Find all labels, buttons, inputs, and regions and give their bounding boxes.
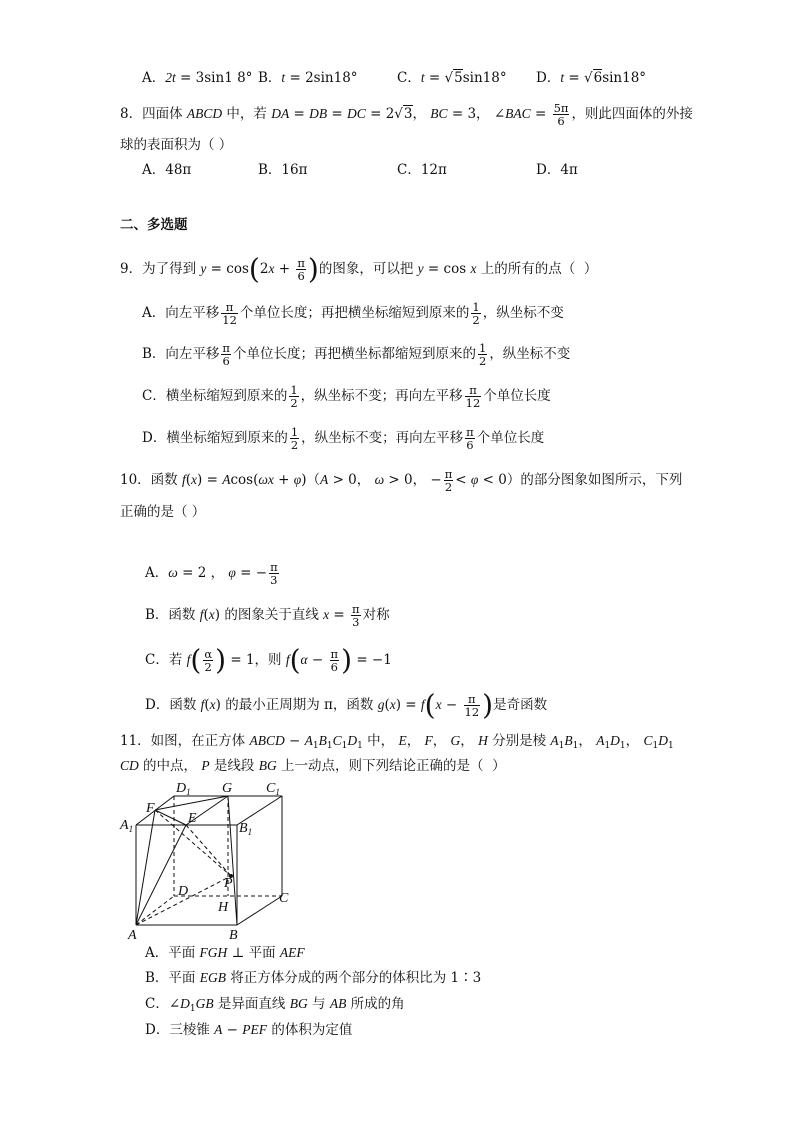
q8-option-c: C．12π xyxy=(397,162,447,178)
q7-option-b: B．t = 2sin18° xyxy=(258,70,358,86)
label-b: B xyxy=(229,928,238,942)
label-c1: $C_1$ xyxy=(266,781,280,797)
q7-option-d: D．t = √6sin18° xyxy=(536,70,647,86)
label-g: G xyxy=(222,781,233,796)
label-d1: $D_1$ xyxy=(176,781,191,797)
label-p: P xyxy=(224,876,233,891)
q8-stem: 8．四面体 ABCD 中，若 DA = DB = DC = 2√3， BC = 3， ∠BAC = $\frac{5\pi}{6}$ ，则此四面体的外接 xyxy=(120,101,693,128)
q8-option-a: A．48π xyxy=(142,162,192,178)
q10-stem: 10．函数 f(x) = Acos(ωx + φ)（A > 0， ω > 0， − $\frac{\pi}{2}$ < φ < 0）的部分图象如图所示，下列 xyxy=(120,467,683,494)
q10-option-b: B．函数 f(x) 的图象关于直线 x = $\frac{\pi}{3}$ 对称 xyxy=(145,602,390,629)
q9-option-a: A．向左平移 $\frac{\pi}{12}$ 个单位长度；再把横坐标缩短到原来的 $\frac{1}{2}$ ，纵坐标不变 xyxy=(142,300,564,327)
label-e: E xyxy=(188,811,197,826)
q9-option-b: B．向左平移 $\frac{\pi}{6}$ 个单位长度；再把横坐标都缩短到原来的 $\frac{1}{2}$ ，纵坐标不变 xyxy=(142,341,571,368)
q9-stem: 9．为了得到 y = cos(2x + $\frac{\pi}{6}$ )的图象，可以把 y = cos x 上的所有的点（ ） xyxy=(120,252,598,286)
section-title: 二、多选题 xyxy=(120,217,188,233)
label-c: C xyxy=(279,891,289,906)
q10-option-a: A．ω = 2 ， φ = − $\frac{\pi}{3}$ xyxy=(145,560,278,587)
q11-option-d: D．三棱锥 A − PEF 的体积为定值 xyxy=(145,1022,353,1038)
label-a: A xyxy=(128,928,137,942)
q11-option-b: B．平面 EGB 将正方体分成的两个部分的体积比为 1∶3 xyxy=(145,970,482,986)
q8-stem-cont: 球的表面积为（ ） xyxy=(120,137,233,153)
q9-option-c: C．横坐标缩短到原来的 $\frac{1}{2}$ ，纵坐标不变；再向左平移 $\frac{\pi}{12}$ 个单位长度 xyxy=(142,383,551,410)
label-f: F xyxy=(146,801,155,816)
label-a1: $A_1$ xyxy=(120,818,134,834)
cube-figure xyxy=(118,780,303,942)
q11-stem: 11．如图，在正方体 ABCD − $A_1B_1C_1D_1$ 中， E， F， G， H 分别是棱 $A_1B_1$， $A_1D_1$， $C_1D_1$ xyxy=(120,733,674,751)
q11-option-a: A．平面 FGH ⊥ 平面 AEF xyxy=(145,945,305,961)
label-h: H xyxy=(218,900,229,915)
q10-option-c: C．若 f( $\frac{\alpha}{2}$ ) = 1，则 f(α − $\frac{\pi}{6}$ ) = −1 xyxy=(145,643,392,677)
q11-option-c: C．$\angle D_1GB$ 是异面直线 BG 与 AB 所成的角 xyxy=(145,996,405,1014)
q8-option-b: B．16π xyxy=(258,162,308,178)
label-d: D xyxy=(178,884,189,899)
q10-option-d: D．函数 f(x) 的最小正周期为 π，函数 g(x) = f(x − $\frac{\pi}{12}$ )是奇函数 xyxy=(145,688,548,722)
label-b1: $B_1$ xyxy=(239,821,253,837)
q11-stem-cont: CD 的中点， P 是线段 BG 上一动点，则下列结论正确的是（ ） xyxy=(120,758,506,774)
q10-stem-cont: 正确的是（ ） xyxy=(120,504,206,520)
q9-option-d: D．横坐标缩短到原来的 $\frac{1}{2}$ ，纵坐标不变；再向左平移 $\frac{\pi}{6}$ 个单位长度 xyxy=(142,425,545,452)
q7-option-a: A．2t = 3sin1 8° xyxy=(142,70,253,86)
q7-option-c: C．t = √5sin18° xyxy=(397,70,507,86)
q8-option-d: D．4π xyxy=(536,162,578,178)
